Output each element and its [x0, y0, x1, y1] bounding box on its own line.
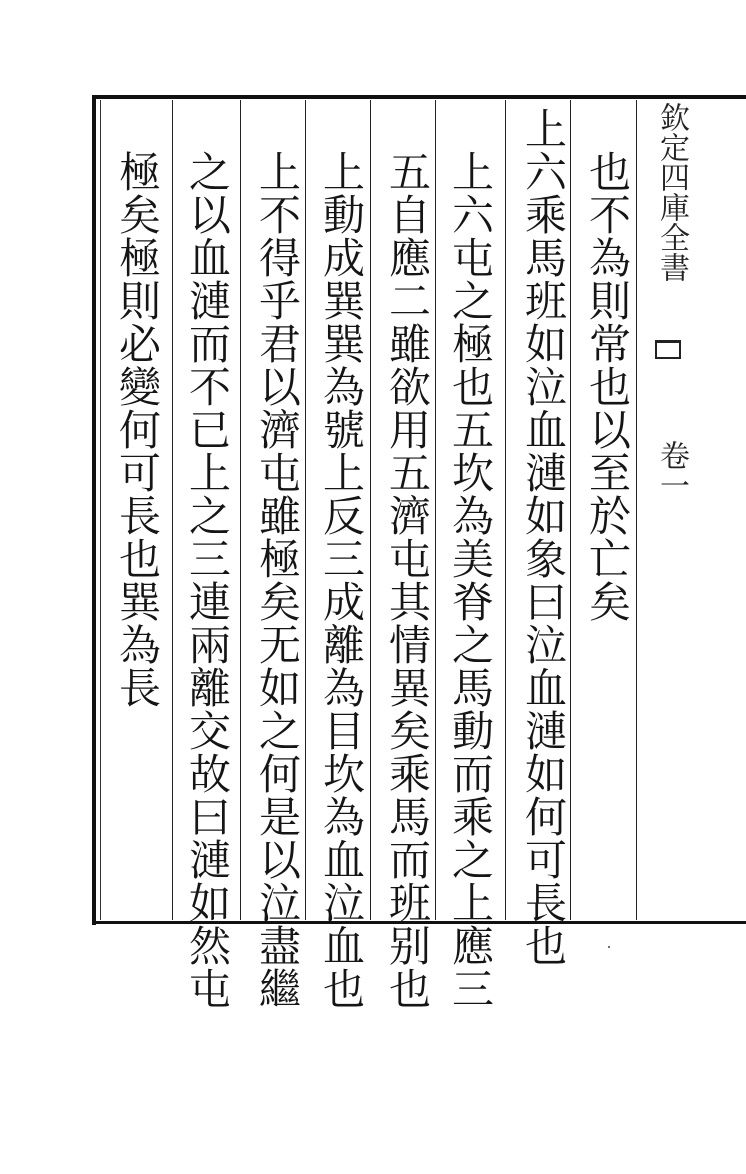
column-rule	[570, 100, 571, 920]
paper-speck	[608, 946, 610, 948]
column-rule	[505, 100, 506, 920]
text-column: 上不得乎君以濟屯雖極矣无如之何是以泣盡繼	[253, 150, 302, 1010]
column-rule	[305, 100, 306, 920]
column-rule	[435, 100, 436, 920]
frame-inner-border	[100, 100, 101, 920]
text-column: 之以血漣而不已上之三連兩離交故曰漣如然屯	[183, 150, 232, 1010]
column-rule	[240, 100, 241, 920]
text-column: 上六乘馬班如泣血漣如象曰泣血漣如何可長也	[519, 107, 568, 967]
frame-left-border	[92, 95, 96, 925]
column-rule	[370, 100, 371, 920]
column-rule	[172, 100, 173, 920]
text-column: 上六屯之極也五坎為美脊之馬動而乘之上應三	[446, 150, 495, 1010]
text-column: 五自應二雖欲用五濟屯其情異矣乘馬而班别也	[383, 150, 432, 1010]
margin-juan-label: 卷一	[654, 440, 689, 500]
column-rule	[636, 100, 637, 920]
margin-book-title: 欽定四庫全書	[654, 102, 689, 282]
text-column: 極矣極則必變何可長也巽為長	[113, 150, 162, 709]
text-column: 上動成巽巽為號上反三成離為目坎為血泣血也	[317, 150, 366, 1010]
frame-top-border	[92, 95, 746, 99]
fishtail-mark	[655, 340, 681, 359]
text-column: 也不為則常也以至於亡矣	[583, 150, 632, 623]
